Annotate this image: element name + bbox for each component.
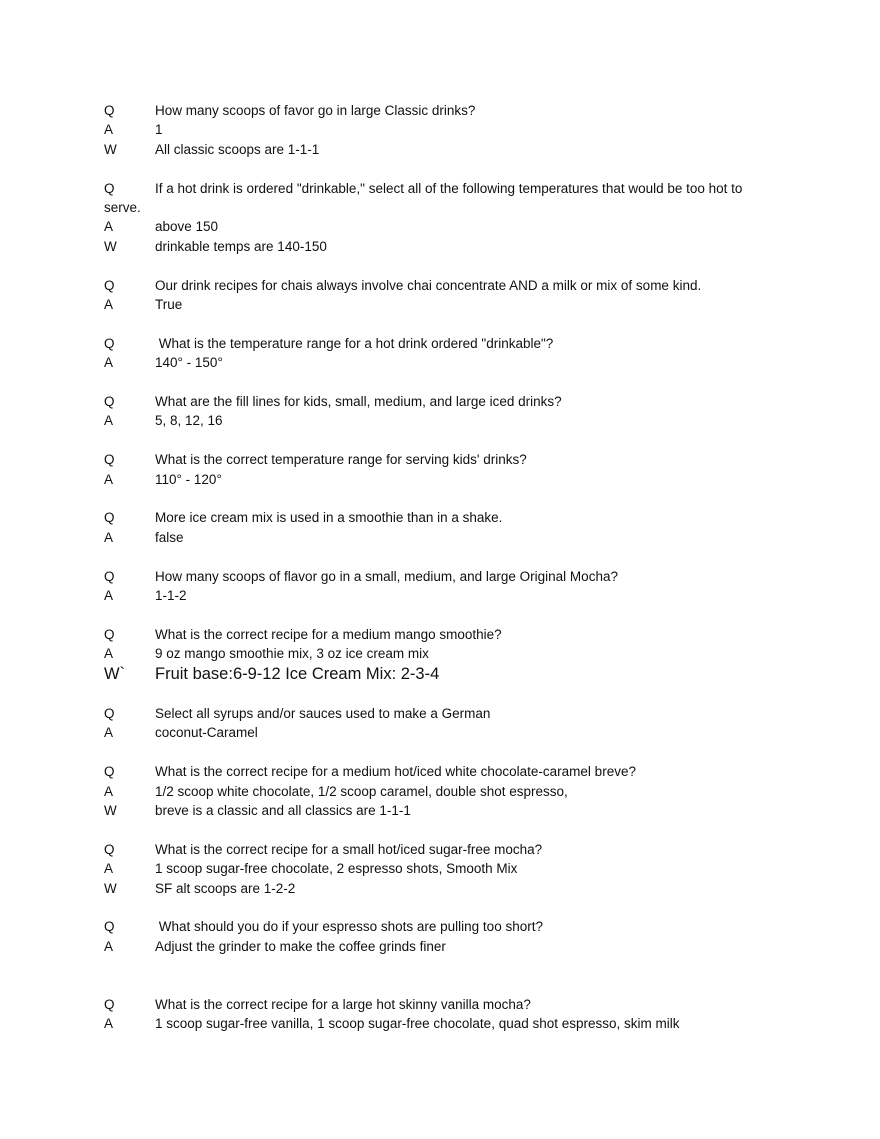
row-label: A	[104, 646, 114, 662]
row-label: A	[104, 588, 114, 604]
qa-row	[104, 353, 772, 372]
qa-block	[104, 450, 772, 489]
qa-row	[104, 179, 772, 218]
row-text: 1 scoop sugar-free chocolate, 2 espresso shots, Smooth Mix	[155, 861, 518, 877]
row-text: 1-1-2	[155, 588, 187, 604]
row-text: 9 oz mango smoothie mix, 3 oz ice cream mix	[155, 646, 429, 662]
qa-row	[104, 586, 772, 605]
row-text: What is the correct recipe for a small hot/iced sugar-free mocha?	[155, 841, 543, 857]
row-text: Our drink recipes for chais always involve chai concentrate AND a milk or mix of some kind.	[155, 277, 702, 293]
row-label: A	[104, 725, 114, 741]
qa-row	[104, 334, 772, 353]
row-label: Q	[104, 277, 115, 293]
qa-row	[104, 879, 772, 898]
qa-row	[104, 1014, 772, 1033]
qa-row	[104, 762, 772, 781]
qa-block	[104, 567, 772, 606]
qa-row	[104, 995, 772, 1014]
qa-row	[104, 140, 772, 159]
qa-block	[104, 508, 772, 547]
qa-row	[104, 470, 772, 489]
row-label: Q	[104, 841, 115, 857]
qa-row	[104, 625, 772, 644]
qa-block	[104, 625, 772, 685]
row-text: 1/2 scoop white chocolate, 1/2 scoop caramel, double shot espresso,	[155, 783, 568, 799]
qa-row	[104, 840, 772, 859]
row-text: If a hot drink is ordered "drinkable," select all of the following temperatures that would be too hot to serve.	[104, 180, 747, 216]
row-text: false	[155, 529, 184, 545]
qa-row	[104, 782, 772, 801]
row-label: A	[104, 413, 114, 429]
qa-row	[104, 801, 772, 820]
qa-row	[104, 411, 772, 430]
row-text: 110° - 120°	[155, 471, 222, 487]
qa-row	[104, 644, 772, 663]
row-text: 1	[155, 122, 163, 138]
qa-row	[104, 664, 772, 685]
row-label: Q	[104, 626, 115, 642]
row-text: True	[155, 297, 183, 313]
qa-row	[104, 528, 772, 547]
row-text: How many scoops of flavor go in a small, medium, and large Original Mocha?	[155, 568, 618, 584]
qa-row	[104, 450, 772, 469]
row-text: What is the correct temperature range for serving kids' drinks?	[155, 452, 527, 468]
row-text: All classic scoops are 1-1-1	[155, 141, 320, 157]
row-label: Q	[104, 452, 115, 468]
qa-block	[104, 840, 772, 898]
qa-row	[104, 937, 772, 956]
row-label: A	[104, 355, 114, 371]
row-text: What is the correct recipe for a medium mango smoothie?	[155, 626, 502, 642]
row-text: How many scoops of favor go in large Classic drinks?	[155, 103, 476, 118]
row-label: A	[104, 297, 114, 313]
qa-block	[104, 392, 772, 431]
row-text: breve is a classic and all classics are 1-1-1	[155, 803, 411, 819]
row-label: Q	[104, 919, 115, 935]
row-text: What is the correct recipe for a medium hot/iced white chocolate-caramel breve?	[155, 764, 636, 780]
row-text: What is the correct recipe for a large hot skinny vanilla mocha?	[155, 997, 531, 1013]
row-label: A	[104, 938, 114, 954]
row-label: Q	[104, 764, 115, 780]
qa-row	[104, 101, 772, 120]
row-label: Q	[104, 103, 115, 118]
row-text: What is the temperature range for a hot drink ordered "drinkable"?	[155, 335, 554, 351]
qa-block	[104, 762, 772, 820]
qa-block	[104, 276, 772, 315]
qa-row	[104, 917, 772, 936]
row-label: W	[104, 238, 117, 254]
row-label: W	[104, 141, 117, 157]
qa-row	[104, 120, 772, 139]
row-label: A	[104, 783, 114, 799]
qa-row	[104, 392, 772, 411]
row-text: above 150	[155, 219, 219, 235]
row-text: 5, 8, 12, 16	[155, 413, 223, 429]
row-text: drinkable temps are 140-150	[155, 238, 327, 254]
row-label: Q	[104, 997, 115, 1013]
qa-row	[104, 859, 772, 878]
qa-block	[104, 704, 772, 743]
row-text: Fruit base:6-9-12 Ice Cream Mix: 2-3-4	[155, 664, 440, 683]
qa-row	[104, 567, 772, 586]
qa-row	[104, 508, 772, 527]
row-label: W	[104, 880, 117, 896]
row-text: SF alt scoops are 1-2-2	[155, 880, 296, 896]
row-label: Q	[104, 335, 115, 351]
row-label: W`	[104, 664, 126, 683]
row-label: A	[104, 529, 114, 545]
qa-row	[104, 237, 772, 256]
row-label: Q	[104, 706, 115, 722]
row-label: A	[104, 471, 114, 487]
row-label: Q	[104, 510, 115, 526]
qa-row	[104, 217, 772, 236]
row-text: Select all syrups and/or sauces used to make a German	[155, 706, 491, 722]
row-label: A	[104, 1016, 114, 1032]
row-text: 1 scoop sugar-free vanilla, 1 scoop sugar-free chocolate, quad shot espresso, skim milk	[155, 1016, 680, 1032]
row-text: coconut-Caramel	[155, 725, 258, 741]
qa-list	[104, 101, 772, 1034]
qa-block	[104, 179, 772, 257]
row-label: W	[104, 803, 117, 819]
row-label: A	[104, 122, 114, 138]
row-text: What are the fill lines for kids, small, medium, and large iced drinks?	[155, 394, 562, 410]
row-text: 140° - 150°	[155, 355, 223, 371]
row-label: Q	[104, 568, 115, 584]
qa-row	[104, 723, 772, 742]
row-text: What should you do if your espresso shots are pulling too short?	[155, 919, 543, 935]
row-text: More ice cream mix is used in a smoothie than in a shake.	[155, 510, 503, 526]
row-label: A	[104, 861, 114, 877]
qa-block	[104, 101, 772, 159]
qa-block	[104, 995, 772, 1034]
qa-block	[104, 334, 772, 373]
row-label: Q	[104, 180, 115, 196]
qa-row	[104, 704, 772, 723]
row-label: A	[104, 219, 114, 235]
qa-block	[104, 917, 772, 956]
qa-row	[104, 276, 772, 295]
row-text: Adjust the grinder to make the coffee grinds finer	[155, 938, 446, 954]
row-label: Q	[104, 394, 115, 410]
qa-row	[104, 295, 772, 314]
